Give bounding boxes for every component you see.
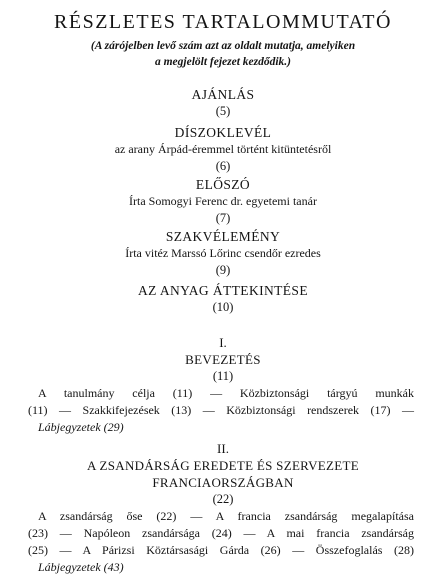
entry-heading: AJÁNLÁS <box>191 87 255 102</box>
chapter-number: I. <box>219 335 227 350</box>
entry-page: (7) <box>215 211 231 225</box>
entry-description: Írta Somogyi Ferenc dr. egyetemi tanár <box>129 194 317 208</box>
footnote-line <box>28 419 414 436</box>
chapter-heading-line-2: FRANCIAORSZÁGBAN <box>152 475 294 490</box>
entry-page: (9) <box>215 263 231 277</box>
entry-page: (5) <box>215 104 231 118</box>
contents-line: A tanulmány célja (11) — Közbiztonsági tárgyú munkák <box>38 386 414 400</box>
entry-description: Írta vitéz Marssó Lőrinc csendőr ezredes <box>125 246 321 260</box>
footnote-page: (29) <box>103 420 124 434</box>
contents-line: A zsandárság őse (22) — A francia zsandárság megalapítása <box>38 509 414 523</box>
page-title: RÉSZLETES TARTALOMMUTATÓ <box>54 11 392 33</box>
entry-page: (10) <box>212 300 234 314</box>
entry-description: az arany Árpád-éremmel történt kitüntetésről <box>114 142 332 156</box>
toc-entry-szakvelemeny[interactable] <box>40 228 406 279</box>
footnote-line <box>28 559 414 576</box>
contents-line: (11) — Szakkifejezések (13) — Közbiztonsági rendszerek (17) — <box>28 403 414 417</box>
toc-entry-eloszo[interactable] <box>40 176 406 227</box>
chapter-page: (11) <box>212 369 234 383</box>
chapter-number: II. <box>217 441 229 456</box>
contents-line: (25) — A Párizsi Köztársasági Gárda (26) — Összefoglalás (28) <box>28 543 414 557</box>
chapter-2-contents <box>28 508 414 576</box>
subtitle-line-1: (A zárójelben levő szám azt az oldalt mutatja, amelyiken <box>90 40 356 52</box>
footnote-label: Lábjegyzetek <box>38 420 101 434</box>
toc-entry-attekintes[interactable] <box>40 282 406 316</box>
chapter-1-contents <box>28 385 414 436</box>
footnote-page: (43) <box>103 560 124 574</box>
chapter-heading: BEVEZETÉS <box>185 352 261 367</box>
chapter-heading-line-1: A ZSANDÁRSÁG EREDETE ÉS SZERVEZETE <box>86 458 360 473</box>
entry-heading: ELŐSZÓ <box>195 177 251 192</box>
chapter-2-header[interactable] <box>0 440 446 508</box>
toc-entry-diszoklevel[interactable] <box>40 124 406 175</box>
page-subtitle <box>0 38 446 70</box>
chapter-page: (22) <box>212 492 234 506</box>
toc-entry-ajanlas[interactable] <box>40 86 406 120</box>
footnote-label: Lábjegyzetek <box>38 560 101 574</box>
chapter-1-header[interactable] <box>0 334 446 385</box>
entry-heading: DÍSZOKLEVÉL <box>174 125 272 140</box>
contents-line: (23) — Napóleon zsandársága (24) — A mai francia zsandárság <box>28 526 414 540</box>
entry-heading: AZ ANYAG ÁTTEKINTÉSE <box>138 283 308 298</box>
entry-page: (6) <box>215 159 231 173</box>
subtitle-line-2: a megjelölt fejezet kezdődik.) <box>154 56 292 68</box>
entry-heading: SZAKVÉLEMÉNY <box>165 229 281 244</box>
